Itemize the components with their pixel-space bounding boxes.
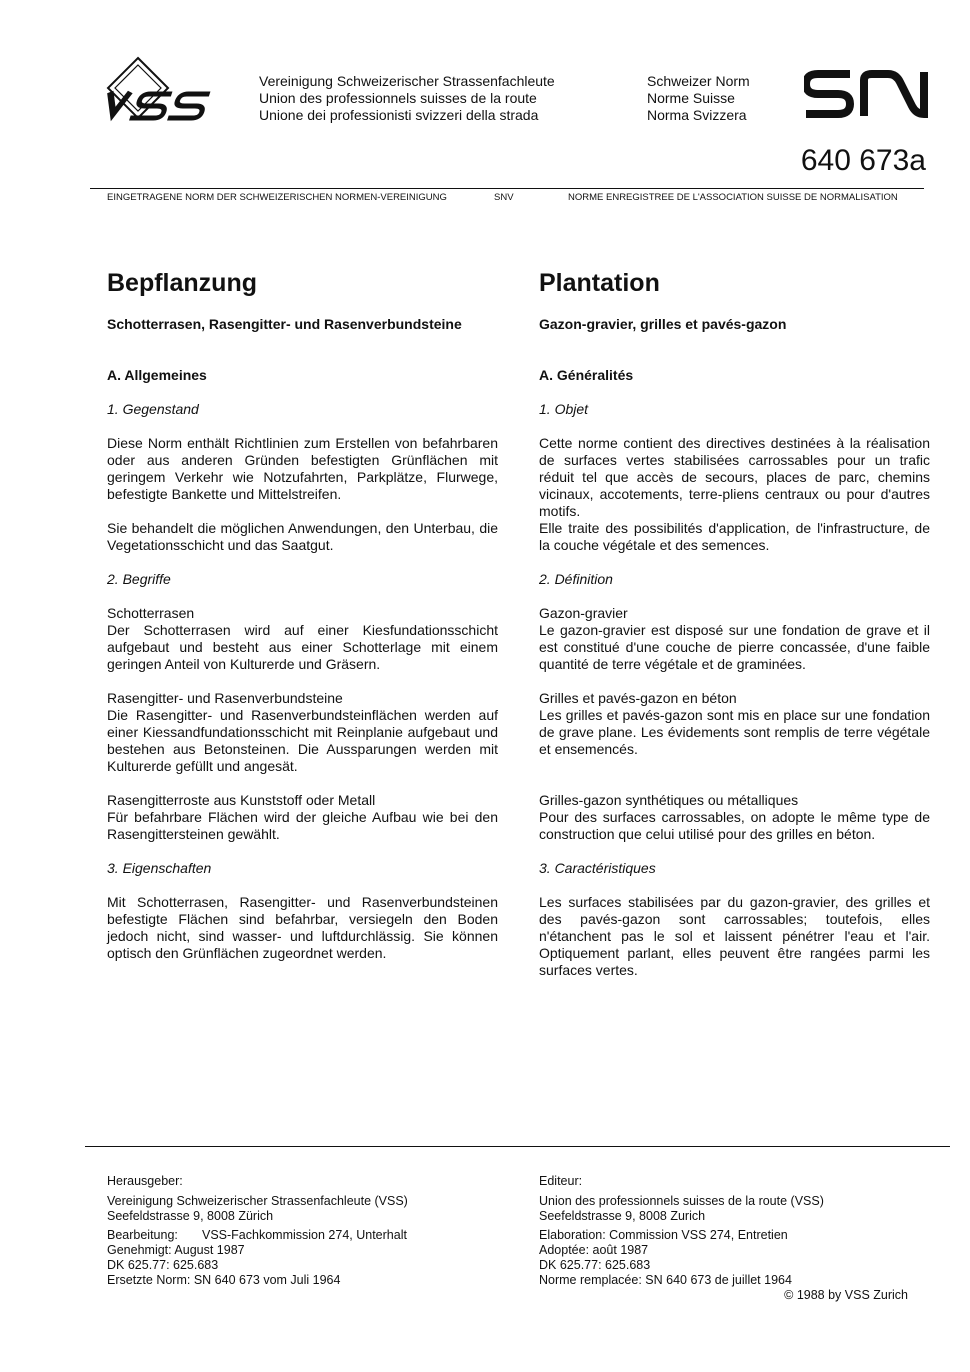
term-grass-pavers-fr	[539, 690, 930, 758]
section-a-fr: A. Généralités	[539, 367, 634, 383]
header-divider	[90, 188, 924, 189]
item-3-de: 3. Eigenschaften	[107, 860, 212, 876]
item-1-de: 1. Gegenstand	[107, 401, 199, 417]
paragraph-coverage-fr: Elle traite des possibilités d'application, de l'infrastructure, de la couche végétale et des semences.	[539, 520, 930, 553]
preparation-value: VSS-Fachkommission 274, Unterhalt	[202, 1228, 407, 1242]
registry-note-fr: NORME ENREGISTREE DE L'ASSOCIATION SUISSE DE NORMALISATION	[568, 192, 898, 203]
term-grass-grids-de	[107, 792, 498, 843]
norm-number: 640 673a	[800, 144, 926, 177]
publisher-address-de: Seefeldstrasse 9, 8008 Zürich	[107, 1209, 274, 1223]
org-name-fr: Union des professionnels suisses de la route	[259, 90, 537, 106]
term-definition: Die Rasengitter- und Rasenverbundsteinflächen werden auf einer Kiessandfundationsschicht mit Reinplanie aufgebaut und bestehen aus Betonsteinen. Die Aussparungen werden mit Kulturerde gefüllt und angesät.	[107, 707, 498, 774]
term-definition: Les grilles et pavés-gazon sont mis en place sur une fondation de grave plane. Les évidements sont remplis de terre végétale et ensemencés.	[539, 707, 930, 757]
publisher-name-de: Vereinigung Schweizerischer Strassenfachleute (VSS)	[107, 1194, 408, 1208]
german-column	[107, 268, 498, 979]
paragraph-scope-de: Diese Norm enthält Richtlinien zum Erstellen von befahrbaren oder aus anderen Gründen befestigten Grünflächen mit geringem Verkehr wie Notzufahrten, Parkplätze, Flurwege, befestigte Bankette und Mittelstreifen.	[107, 435, 498, 502]
copyright: © 1988 by VSS Zurich	[784, 1288, 908, 1302]
norm-type-it: Norma Svizzera	[647, 107, 747, 123]
item-2-fr: 2. Définition	[539, 571, 613, 587]
norm-type-fr: Norme Suisse	[647, 90, 735, 106]
organization-names	[259, 73, 555, 124]
term-definition: Für befahrbare Flächen wird der gleiche Aufbau wie bei den Rasengittersteinen gewählt.	[107, 809, 498, 842]
footer-divider	[85, 1146, 950, 1147]
item-2-de: 2. Begriffe	[107, 571, 171, 587]
registry-snv: SNV	[494, 192, 514, 203]
preparation-label: Bearbeitung:	[107, 1228, 178, 1242]
term-gravel-lawn-fr	[539, 605, 930, 673]
term-grass-pavers-de	[107, 690, 498, 775]
sn-logo	[804, 70, 928, 118]
org-name-it: Unione dei professionisti svizzeri della strada	[259, 107, 539, 123]
publisher-address-fr: Seefeldstrasse 9, 8008 Zurich	[539, 1209, 706, 1223]
dk-code-fr: DK 625.77: 625.683	[539, 1258, 651, 1272]
publisher-name-fr: Union des professionnels suisses de la route (VSS)	[539, 1194, 824, 1208]
publisher-label-fr: Editeur:	[539, 1174, 583, 1188]
term-title: Rasengitterroste aus Kunststoff oder Metall	[107, 792, 376, 808]
publisher-block-fr	[539, 1174, 919, 1288]
term-definition: Le gazon-gravier est disposé sur une fondation de grave et il est constitué d'une couche de pierre concassée, d'une faible quantité de terre végétale et de graminées.	[539, 622, 930, 672]
term-definition: Der Schotterrasen wird auf einer Kiesfundationsschicht aufgebaut und besteht aus einer Schotterlage mit einem geringen Anteil von Kulturerde und Gräsern.	[107, 622, 498, 672]
term-definition: Pour des surfaces carrossables, on adopte le même type de construction que celui utilisé pour des grilles en béton.	[539, 809, 930, 842]
title-de: Bepflanzung	[107, 269, 257, 297]
dk-code-de: DK 625.77: 625.683	[107, 1258, 219, 1272]
term-grass-grids-fr	[539, 792, 930, 843]
subtitle-de: Schotterrasen, Rasengitter- und Rasenverbundsteine	[107, 316, 462, 332]
french-column	[539, 268, 930, 996]
subtitle-fr: Gazon-gravier, grilles et pavés-gazon	[539, 316, 787, 332]
approval-date-fr: Adoptée: août 1987	[539, 1243, 649, 1257]
section-a-de: A. Allgemeines	[107, 367, 207, 383]
term-title: Rasengitter- und Rasenverbundsteine	[107, 690, 343, 706]
paragraph-properties-de: Mit Schotterrasen, Rasengitter- und Rasenverbundsteinen befestigte Flächen sind befahrbar, versiegeln den Boden jedoch nicht, sind wasser- und luftdurchlässig. Sie können optisch den Grünflächen zugeordnet werden.	[107, 894, 498, 961]
title-fr: Plantation	[539, 269, 660, 297]
replaced-norm-de: Ersetzte Norm: SN 640 673 vom Juli 1964	[107, 1273, 341, 1287]
term-title: Grilles et pavés-gazon en béton	[539, 690, 737, 706]
item-3-fr: 3. Caractéristiques	[539, 860, 656, 876]
preparation-fr: Elaboration: Commission VSS 274, Entretien	[539, 1228, 788, 1242]
item-1-fr: 1. Objet	[539, 401, 589, 417]
approval-date-de: Genehmigt: August 1987	[107, 1243, 245, 1257]
org-name-de: Vereinigung Schweizerischer Strassenfachleute	[259, 73, 555, 89]
paragraph-properties-fr: Les surfaces stabilisées par du gazon-gravier, des grilles et des pavés-gazon sont carrossables; toutefois, elles n'étanchent pas le sol et laissent pénétrer l'eau et l'air. Optiquement parlant, elles peuvent être rangées parmi les surfaces vertes.	[539, 894, 930, 978]
preparation-de	[107, 1228, 487, 1243]
paragraph-scope-fr: Cette norme contient des directives destinées à la réalisation de surfaces vertes stabilisées carrossables pour un trafic réduit tel que accès de secours, places de parc, chemins vicinaux, accotements, terre-pliens centraux ou pour d'autres motifs.	[539, 435, 930, 519]
term-title: Gazon-gravier	[539, 605, 628, 621]
term-title: Schotterrasen	[107, 605, 195, 621]
norm-type-de: Schweizer Norm	[647, 73, 750, 89]
norm-type-names	[647, 73, 750, 124]
replaced-norm-fr: Norme remplacée: SN 640 673 de juillet 1964	[539, 1273, 792, 1287]
term-title: Grilles-gazon synthétiques ou métalliques	[539, 792, 799, 808]
vss-logo	[104, 56, 244, 122]
registry-note-de: EINGETRAGENE NORM DER SCHWEIZERISCHEN NORMEN-VEREINIGUNG	[107, 192, 447, 203]
paragraph-coverage-de: Sie behandelt die möglichen Anwendungen, den Unterbau, die Vegetationsschicht und das Saatgut.	[107, 520, 498, 553]
publisher-block-de	[107, 1174, 487, 1288]
publisher-label-de: Herausgeber:	[107, 1174, 183, 1188]
term-gravel-lawn-de	[107, 605, 498, 673]
